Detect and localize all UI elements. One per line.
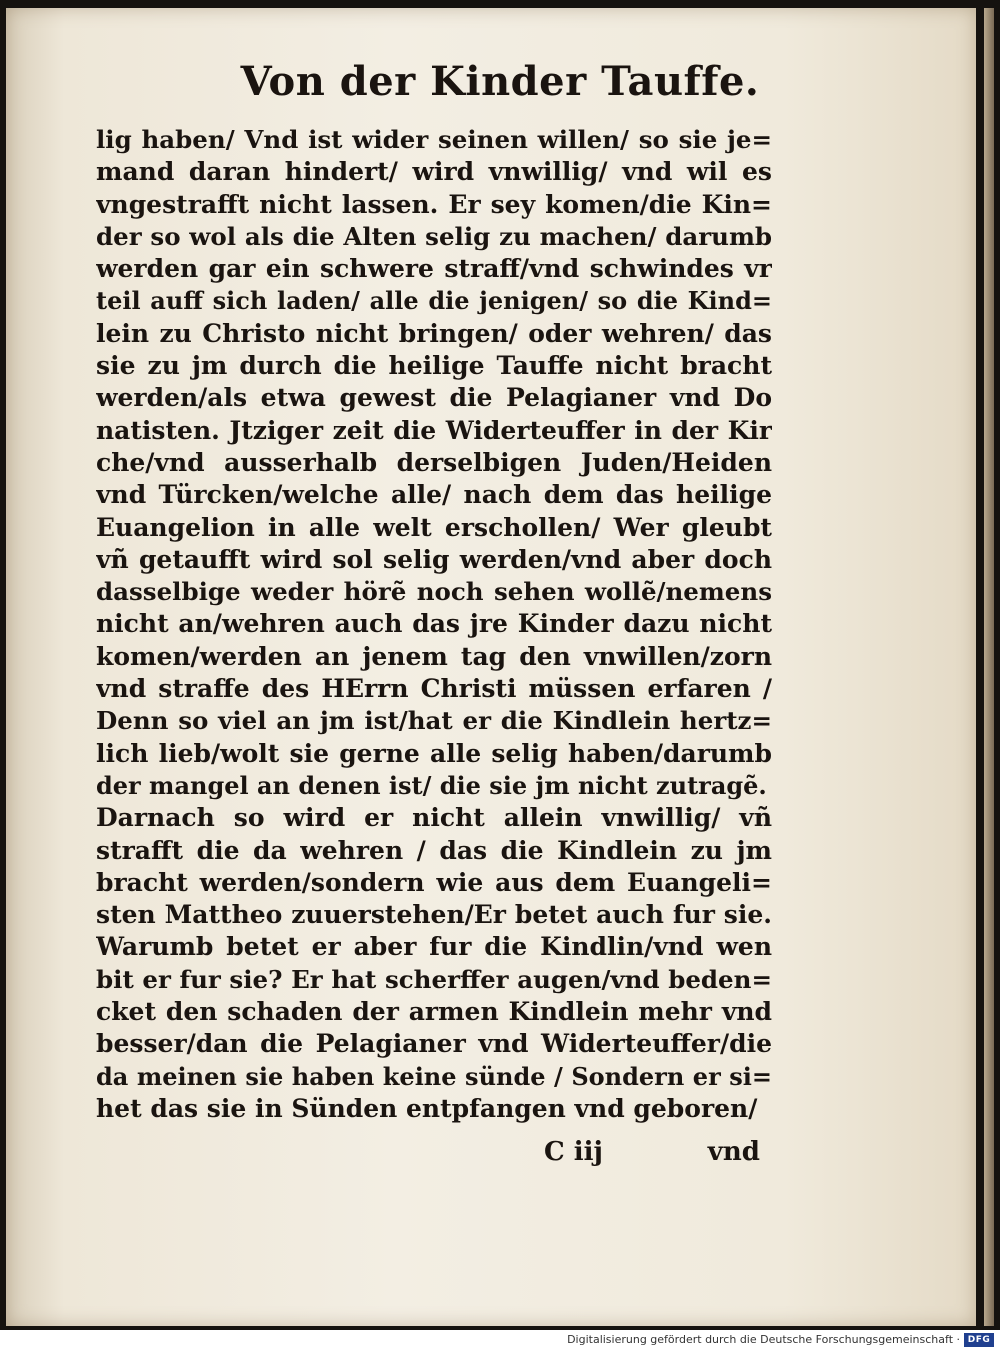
text-line: sie zu jm durch die heilige Tauffe nicht bracht (96, 351, 772, 381)
text-line: lich lieb/wolt sie gerne alle selig haben/darumb (96, 738, 772, 768)
text-line: Denn so viel an jm ist/hat er die Kindlein hertz= (96, 706, 772, 736)
text-line: strafft die da wehren / das die Kindlein zu jm (96, 835, 772, 865)
text-line: da meinen sie haben keine sünde / Sondern er si= (96, 1061, 772, 1091)
catchword: vnd (707, 1137, 760, 1167)
text-line: lig haben/ Vnd ist wider seinen willen/ so sie je= (96, 125, 772, 154)
text-line: werden/als etwa gewest die Pelagianer vnd Do (96, 383, 772, 413)
text-line: vñ getaufft wird sol selig werden/vnd aber doch (96, 544, 772, 574)
text-block (96, 124, 772, 1125)
page-edge (984, 8, 994, 1326)
text-line: het das sie in Sünden entpfangen vnd geboren/ (96, 1093, 758, 1123)
text-line: komen/werden an jenem tag den vnwillen/zorn (96, 641, 772, 671)
text-line: der so wol als die Alten selig zu machen/ darumb (96, 221, 772, 251)
signature-mark: C iij (544, 1137, 603, 1167)
text-line: cket den schaden der armen Kindlein mehr vnd (96, 997, 772, 1027)
text-line: vnd straffe des HErrn Christi müssen erfaren / (96, 674, 772, 704)
text-line: Darnach so wird er nicht allein vnwillig/ vñ (96, 803, 772, 833)
credit-bar (0, 1330, 1000, 1350)
funding-credit: Digitalisierung gefördert durch die Deutsche Forschungsgemeinschaft · (567, 1333, 960, 1346)
text-line: nicht an/wehren auch das jre Kinder dazu nicht (96, 609, 772, 639)
page-footer (96, 1134, 772, 1170)
text-line: dasselbige weder hörẽ noch sehen wollẽ/nemens (96, 577, 772, 607)
running-head: Von der Kinder Tauffe. (240, 58, 760, 105)
text-line: werden gar ein schwere straff/vnd schwindes vr (96, 254, 772, 284)
text-line: vnd Türcken/welche alle/ nach dem das heilige (96, 480, 772, 510)
text-line: sten Mattheo zuuerstehen/Er betet auch fur sie. (96, 900, 772, 930)
text-line: bit er fur sie? Er hat scherffer augen/vnd beden= (96, 964, 772, 994)
text-line: mand daran hindert/ wird vnwillig/ vnd wil es (96, 157, 772, 187)
text-line: natisten. Jtziger zeit die Widerteuffer in der Kir (96, 415, 772, 445)
text-line: teil auff sich laden/ alle die jenigen/ so die Kind= (96, 286, 772, 316)
text-line: besser/dan die Pelagianer vnd Widerteuffer/die (96, 1029, 772, 1059)
text-line: lein zu Christo nicht bringen/ oder wehren/ das (96, 318, 772, 348)
text-line: che/vnd ausserhalb derselbigen Juden/Heiden (96, 447, 772, 477)
dfg-logo: DFG (964, 1333, 994, 1347)
text-line: Warumb betet er aber fur die Kindlin/vnd wen (96, 932, 772, 962)
text-line: vngestrafft nicht lassen. Er sey komen/die Kin= (96, 189, 772, 219)
text-line: Euangelion in alle welt erschollen/ Wer gleubt (96, 512, 772, 542)
text-line: bracht werden/sondern wie aus dem Euangeli= (96, 867, 772, 897)
text-line: der mangel an denen ist/ die sie jm nicht zutragẽ. (96, 770, 767, 800)
